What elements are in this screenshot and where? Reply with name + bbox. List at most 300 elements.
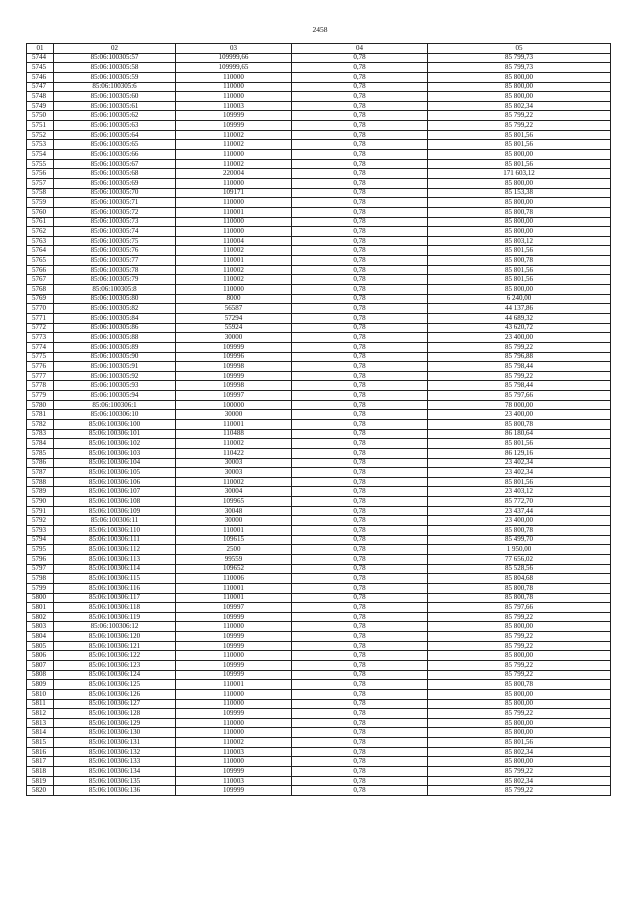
cadastral-number-cell: 85:06:100306:1 bbox=[54, 400, 176, 410]
row-number-cell: 5774 bbox=[27, 342, 54, 352]
row-number-cell: 5804 bbox=[27, 632, 54, 642]
cadastral-number-cell: 85:06:100305:74 bbox=[54, 227, 176, 237]
row-number-cell: 5750 bbox=[27, 111, 54, 121]
row-number-cell: 5801 bbox=[27, 603, 54, 613]
table-header-row bbox=[27, 44, 611, 54]
amount-cell: 85 800,78 bbox=[428, 256, 611, 266]
row-number-cell: 5816 bbox=[27, 747, 54, 757]
amount-cell: 85 801,56 bbox=[428, 265, 611, 275]
amount-cell: 85 799,22 bbox=[428, 670, 611, 680]
cadastral-number-cell: 85:06:100305:59 bbox=[54, 72, 176, 82]
cadastral-number-cell: 85:06:100306:111 bbox=[54, 535, 176, 545]
rate-cell: 0,78 bbox=[292, 371, 428, 381]
cadastral-number-cell: 85:06:100306:120 bbox=[54, 632, 176, 642]
table-row bbox=[27, 352, 611, 362]
amount-cell: 85 799,22 bbox=[428, 612, 611, 622]
rate-cell: 0,78 bbox=[292, 709, 428, 719]
row-number-cell: 5780 bbox=[27, 400, 54, 410]
table-row bbox=[27, 429, 611, 439]
table-row bbox=[27, 92, 611, 102]
amount-cell: 85 153,38 bbox=[428, 188, 611, 198]
rate-cell: 0,78 bbox=[292, 603, 428, 613]
row-number-cell: 5792 bbox=[27, 516, 54, 526]
rate-cell: 0,78 bbox=[292, 574, 428, 584]
row-number-cell: 5773 bbox=[27, 333, 54, 343]
table-row bbox=[27, 121, 611, 131]
row-number-cell: 5796 bbox=[27, 554, 54, 564]
rate-cell: 0,78 bbox=[292, 111, 428, 121]
row-number-cell: 5808 bbox=[27, 670, 54, 680]
value-cell: 110422 bbox=[176, 448, 292, 458]
rate-cell: 0,78 bbox=[292, 661, 428, 671]
row-number-cell: 5787 bbox=[27, 468, 54, 478]
value-cell: 110000 bbox=[176, 150, 292, 160]
table-row bbox=[27, 593, 611, 603]
table-row bbox=[27, 786, 611, 796]
data-table bbox=[26, 43, 611, 796]
rate-cell: 0,78 bbox=[292, 747, 428, 757]
row-number-cell: 5799 bbox=[27, 583, 54, 593]
cadastral-number-cell: 85:06:100305:61 bbox=[54, 101, 176, 111]
amount-cell: 85 802,34 bbox=[428, 101, 611, 111]
value-cell: 110000 bbox=[176, 285, 292, 295]
table-row bbox=[27, 728, 611, 738]
amount-cell: 85 801,56 bbox=[428, 275, 611, 285]
table-row bbox=[27, 747, 611, 757]
rate-cell: 0,78 bbox=[292, 246, 428, 256]
amount-cell: 85 799,73 bbox=[428, 63, 611, 73]
table-row bbox=[27, 101, 611, 111]
value-cell: 110002 bbox=[176, 159, 292, 169]
amount-cell: 77 656,02 bbox=[428, 554, 611, 564]
rate-cell: 0,78 bbox=[292, 275, 428, 285]
value-cell: 30004 bbox=[176, 487, 292, 497]
rate-cell: 0,78 bbox=[292, 439, 428, 449]
row-number-cell: 5768 bbox=[27, 285, 54, 295]
value-cell: 8000 bbox=[176, 294, 292, 304]
row-number-cell: 5753 bbox=[27, 140, 54, 150]
value-cell: 110000 bbox=[176, 82, 292, 92]
amount-cell: 85 800,78 bbox=[428, 680, 611, 690]
value-cell: 56587 bbox=[176, 304, 292, 314]
value-cell: 110002 bbox=[176, 439, 292, 449]
amount-cell: 85 799,22 bbox=[428, 641, 611, 651]
rate-cell: 0,78 bbox=[292, 265, 428, 275]
row-number-cell: 5806 bbox=[27, 651, 54, 661]
value-cell: 109997 bbox=[176, 391, 292, 401]
cadastral-number-cell: 85:06:100306:100 bbox=[54, 419, 176, 429]
row-number-cell: 5813 bbox=[27, 718, 54, 728]
value-cell: 109999 bbox=[176, 641, 292, 651]
cadastral-number-cell: 85:06:100306:108 bbox=[54, 497, 176, 507]
table-row bbox=[27, 506, 611, 516]
value-cell: 30048 bbox=[176, 506, 292, 516]
column-header: 05 bbox=[428, 44, 611, 54]
value-cell: 110003 bbox=[176, 101, 292, 111]
cadastral-number-cell: 85:06:100305:73 bbox=[54, 217, 176, 227]
rate-cell: 0,78 bbox=[292, 121, 428, 131]
row-number-cell: 5777 bbox=[27, 371, 54, 381]
table-row bbox=[27, 526, 611, 536]
rate-cell: 0,78 bbox=[292, 188, 428, 198]
table-row bbox=[27, 72, 611, 82]
cadastral-number-cell: 85:06:100306:126 bbox=[54, 689, 176, 699]
value-cell: 109996 bbox=[176, 352, 292, 362]
table-row bbox=[27, 217, 611, 227]
rate-cell: 0,78 bbox=[292, 593, 428, 603]
rate-cell: 0,78 bbox=[292, 101, 428, 111]
row-number-cell: 5815 bbox=[27, 738, 54, 748]
rate-cell: 0,78 bbox=[292, 564, 428, 574]
rate-cell: 0,78 bbox=[292, 497, 428, 507]
cadastral-number-cell: 85:06:100306:11 bbox=[54, 516, 176, 526]
row-number-cell: 5752 bbox=[27, 130, 54, 140]
rate-cell: 0,78 bbox=[292, 583, 428, 593]
rate-cell: 0,78 bbox=[292, 516, 428, 526]
table-row bbox=[27, 207, 611, 217]
row-number-cell: 5776 bbox=[27, 362, 54, 372]
cadastral-number-cell: 85:06:100305:76 bbox=[54, 246, 176, 256]
row-number-cell: 5788 bbox=[27, 477, 54, 487]
value-cell: 110000 bbox=[176, 757, 292, 767]
cadastral-number-cell: 85:06:100306:135 bbox=[54, 776, 176, 786]
rate-cell: 0,78 bbox=[292, 622, 428, 632]
value-cell: 109999 bbox=[176, 786, 292, 796]
value-cell: 110000 bbox=[176, 227, 292, 237]
row-number-cell: 5751 bbox=[27, 121, 54, 131]
rate-cell: 0,78 bbox=[292, 256, 428, 266]
row-number-cell: 5784 bbox=[27, 439, 54, 449]
rate-cell: 0,78 bbox=[292, 304, 428, 314]
row-number-cell: 5754 bbox=[27, 150, 54, 160]
amount-cell: 85 801,56 bbox=[428, 738, 611, 748]
cadastral-number-cell: 85:06:100305:8 bbox=[54, 285, 176, 295]
table-row bbox=[27, 564, 611, 574]
row-number-cell: 5772 bbox=[27, 323, 54, 333]
amount-cell: 78 000,00 bbox=[428, 400, 611, 410]
value-cell: 110000 bbox=[176, 689, 292, 699]
table-row bbox=[27, 400, 611, 410]
row-number-cell: 5761 bbox=[27, 217, 54, 227]
rate-cell: 0,78 bbox=[292, 140, 428, 150]
rate-cell: 0,78 bbox=[292, 429, 428, 439]
amount-cell: 85 797,66 bbox=[428, 603, 611, 613]
cadastral-number-cell: 85:06:100305:93 bbox=[54, 381, 176, 391]
rate-cell: 0,78 bbox=[292, 477, 428, 487]
column-header: 02 bbox=[54, 44, 176, 54]
value-cell: 109615 bbox=[176, 535, 292, 545]
value-cell: 30003 bbox=[176, 468, 292, 478]
table-row bbox=[27, 150, 611, 160]
amount-cell: 85 800,00 bbox=[428, 198, 611, 208]
cadastral-number-cell: 85:06:100306:136 bbox=[54, 786, 176, 796]
amount-cell: 171 603,12 bbox=[428, 169, 611, 179]
rate-cell: 0,78 bbox=[292, 362, 428, 372]
row-number-cell: 5760 bbox=[27, 207, 54, 217]
row-number-cell: 5767 bbox=[27, 275, 54, 285]
row-number-cell: 5757 bbox=[27, 178, 54, 188]
value-cell: 30003 bbox=[176, 458, 292, 468]
value-cell: 110001 bbox=[176, 207, 292, 217]
value-cell: 110000 bbox=[176, 198, 292, 208]
table-row bbox=[27, 178, 611, 188]
column-header: 04 bbox=[292, 44, 428, 54]
cadastral-number-cell: 85:06:100305:90 bbox=[54, 352, 176, 362]
value-cell: 109999 bbox=[176, 632, 292, 642]
row-number-cell: 5785 bbox=[27, 448, 54, 458]
row-number-cell: 5794 bbox=[27, 535, 54, 545]
amount-cell: 85 801,56 bbox=[428, 246, 611, 256]
amount-cell: 85 528,56 bbox=[428, 564, 611, 574]
row-number-cell: 5789 bbox=[27, 487, 54, 497]
value-cell: 109999,65 bbox=[176, 63, 292, 73]
value-cell: 110001 bbox=[176, 680, 292, 690]
column-header: 03 bbox=[176, 44, 292, 54]
rate-cell: 0,78 bbox=[292, 198, 428, 208]
table-row bbox=[27, 391, 611, 401]
cadastral-number-cell: 85:06:100306:123 bbox=[54, 661, 176, 671]
row-number-cell: 5775 bbox=[27, 352, 54, 362]
cadastral-number-cell: 85:06:100305:84 bbox=[54, 313, 176, 323]
cadastral-number-cell: 85:06:100305:65 bbox=[54, 140, 176, 150]
cadastral-number-cell: 85:06:100305:82 bbox=[54, 304, 176, 314]
cadastral-number-cell: 85:06:100306:127 bbox=[54, 699, 176, 709]
cadastral-number-cell: 85:06:100306:104 bbox=[54, 458, 176, 468]
amount-cell: 85 800,78 bbox=[428, 207, 611, 217]
value-cell: 109999 bbox=[176, 670, 292, 680]
row-number-cell: 5783 bbox=[27, 429, 54, 439]
row-number-cell: 5786 bbox=[27, 458, 54, 468]
table-row bbox=[27, 82, 611, 92]
rate-cell: 0,78 bbox=[292, 410, 428, 420]
page-number: 2458 bbox=[312, 25, 328, 34]
cadastral-number-cell: 85:06:100305:66 bbox=[54, 150, 176, 160]
cadastral-number-cell: 85:06:100306:129 bbox=[54, 718, 176, 728]
value-cell: 30000 bbox=[176, 333, 292, 343]
table-row bbox=[27, 63, 611, 73]
rate-cell: 0,78 bbox=[292, 738, 428, 748]
amount-cell: 85 796,88 bbox=[428, 352, 611, 362]
cadastral-number-cell: 85:06:100306:12 bbox=[54, 622, 176, 632]
amount-cell: 85 797,66 bbox=[428, 391, 611, 401]
value-cell: 109998 bbox=[176, 362, 292, 372]
rate-cell: 0,78 bbox=[292, 487, 428, 497]
table-row bbox=[27, 227, 611, 237]
value-cell: 110000 bbox=[176, 699, 292, 709]
table-row bbox=[27, 419, 611, 429]
rate-cell: 0,78 bbox=[292, 352, 428, 362]
table-row bbox=[27, 53, 611, 63]
amount-cell: 85 799,22 bbox=[428, 786, 611, 796]
cadastral-number-cell: 85:06:100306:110 bbox=[54, 526, 176, 536]
cadastral-number-cell: 85:06:100305:94 bbox=[54, 391, 176, 401]
table-row bbox=[27, 487, 611, 497]
amount-cell: 85 800,00 bbox=[428, 227, 611, 237]
table-row bbox=[27, 554, 611, 564]
rate-cell: 0,78 bbox=[292, 506, 428, 516]
cadastral-number-cell: 85:06:100305:67 bbox=[54, 159, 176, 169]
table-row bbox=[27, 767, 611, 777]
value-cell: 110000 bbox=[176, 72, 292, 82]
value-cell: 110001 bbox=[176, 593, 292, 603]
table-row bbox=[27, 757, 611, 767]
rate-cell: 0,78 bbox=[292, 651, 428, 661]
value-cell: 109171 bbox=[176, 188, 292, 198]
value-cell: 109999 bbox=[176, 661, 292, 671]
amount-cell: 85 800,00 bbox=[428, 82, 611, 92]
amount-cell: 85 800,78 bbox=[428, 593, 611, 603]
value-cell: 110002 bbox=[176, 140, 292, 150]
value-cell: 110002 bbox=[176, 738, 292, 748]
row-number-cell: 5779 bbox=[27, 391, 54, 401]
cadastral-number-cell: 85:06:100306:133 bbox=[54, 757, 176, 767]
table-row bbox=[27, 699, 611, 709]
table-row bbox=[27, 651, 611, 661]
amount-cell: 85 799,22 bbox=[428, 371, 611, 381]
value-cell: 109999 bbox=[176, 709, 292, 719]
rate-cell: 0,78 bbox=[292, 178, 428, 188]
row-number-cell: 5805 bbox=[27, 641, 54, 651]
cadastral-number-cell: 85:06:100306:132 bbox=[54, 747, 176, 757]
amount-cell: 44 689,32 bbox=[428, 313, 611, 323]
row-number-cell: 5812 bbox=[27, 709, 54, 719]
table-row bbox=[27, 612, 611, 622]
value-cell: 99559 bbox=[176, 554, 292, 564]
value-cell: 109999 bbox=[176, 767, 292, 777]
amount-cell: 85 801,56 bbox=[428, 477, 611, 487]
rate-cell: 0,78 bbox=[292, 458, 428, 468]
row-number-cell: 5770 bbox=[27, 304, 54, 314]
row-number-cell: 5748 bbox=[27, 92, 54, 102]
value-cell: 57294 bbox=[176, 313, 292, 323]
table-row bbox=[27, 140, 611, 150]
cadastral-number-cell: 85:06:100306:121 bbox=[54, 641, 176, 651]
rate-cell: 0,78 bbox=[292, 689, 428, 699]
value-cell: 109997 bbox=[176, 603, 292, 613]
table-row bbox=[27, 689, 611, 699]
row-number-cell: 5755 bbox=[27, 159, 54, 169]
table-row bbox=[27, 603, 611, 613]
row-number-cell: 5758 bbox=[27, 188, 54, 198]
cadastral-number-cell: 85:06:100305:63 bbox=[54, 121, 176, 131]
value-cell: 110001 bbox=[176, 419, 292, 429]
rate-cell: 0,78 bbox=[292, 63, 428, 73]
value-cell: 110001 bbox=[176, 256, 292, 266]
table-row bbox=[27, 275, 611, 285]
row-number-cell: 5807 bbox=[27, 661, 54, 671]
value-cell: 30000 bbox=[176, 410, 292, 420]
cadastral-number-cell: 85:06:100305:92 bbox=[54, 371, 176, 381]
table-row bbox=[27, 516, 611, 526]
table-row bbox=[27, 159, 611, 169]
cadastral-number-cell: 85:06:100305:86 bbox=[54, 323, 176, 333]
row-number-cell: 5756 bbox=[27, 169, 54, 179]
cadastral-number-cell: 85:06:100306:113 bbox=[54, 554, 176, 564]
cadastral-number-cell: 85:06:100305:62 bbox=[54, 111, 176, 121]
value-cell: 110001 bbox=[176, 526, 292, 536]
table-row bbox=[27, 371, 611, 381]
amount-cell: 85 800,00 bbox=[428, 651, 611, 661]
cadastral-number-cell: 85:06:100306:112 bbox=[54, 545, 176, 555]
value-cell: 220004 bbox=[176, 169, 292, 179]
cadastral-number-cell: 85:06:100305:71 bbox=[54, 198, 176, 208]
rate-cell: 0,78 bbox=[292, 786, 428, 796]
rate-cell: 0,78 bbox=[292, 757, 428, 767]
amount-cell: 86 129,16 bbox=[428, 448, 611, 458]
value-cell: 110003 bbox=[176, 747, 292, 757]
value-cell: 110002 bbox=[176, 275, 292, 285]
rate-cell: 0,78 bbox=[292, 718, 428, 728]
row-number-cell: 5744 bbox=[27, 53, 54, 63]
row-number-cell: 5746 bbox=[27, 72, 54, 82]
rate-cell: 0,78 bbox=[292, 728, 428, 738]
row-number-cell: 5791 bbox=[27, 506, 54, 516]
rate-cell: 0,78 bbox=[292, 632, 428, 642]
cadastral-number-cell: 85:06:100306:10 bbox=[54, 410, 176, 420]
table-row bbox=[27, 333, 611, 343]
table-row bbox=[27, 448, 611, 458]
row-number-cell: 5795 bbox=[27, 545, 54, 555]
amount-cell: 23 400,00 bbox=[428, 333, 611, 343]
cadastral-number-cell: 85:06:100305:68 bbox=[54, 169, 176, 179]
value-cell: 110488 bbox=[176, 429, 292, 439]
rate-cell: 0,78 bbox=[292, 82, 428, 92]
value-cell: 110002 bbox=[176, 265, 292, 275]
amount-cell: 85 799,22 bbox=[428, 661, 611, 671]
rate-cell: 0,78 bbox=[292, 323, 428, 333]
row-number-cell: 5762 bbox=[27, 227, 54, 237]
cadastral-number-cell: 85:06:100305:75 bbox=[54, 236, 176, 246]
row-number-cell: 5814 bbox=[27, 728, 54, 738]
row-number-cell: 5763 bbox=[27, 236, 54, 246]
table-row bbox=[27, 285, 611, 295]
row-number-cell: 5820 bbox=[27, 786, 54, 796]
rate-cell: 0,78 bbox=[292, 612, 428, 622]
rate-cell: 0,78 bbox=[292, 92, 428, 102]
rate-cell: 0,78 bbox=[292, 333, 428, 343]
amount-cell: 23 400,00 bbox=[428, 516, 611, 526]
value-cell: 109999 bbox=[176, 371, 292, 381]
cadastral-number-cell: 85:06:100305:79 bbox=[54, 275, 176, 285]
cadastral-number-cell: 85:06:100305:57 bbox=[54, 53, 176, 63]
cadastral-number-cell: 85:06:100305:77 bbox=[54, 256, 176, 266]
cadastral-number-cell: 85:06:100305:91 bbox=[54, 362, 176, 372]
value-cell: 109999,66 bbox=[176, 53, 292, 63]
rate-cell: 0,78 bbox=[292, 159, 428, 169]
amount-cell: 85 799,22 bbox=[428, 709, 611, 719]
rate-cell: 0,78 bbox=[292, 526, 428, 536]
value-cell: 30000 bbox=[176, 516, 292, 526]
row-number-cell: 5819 bbox=[27, 776, 54, 786]
table-row bbox=[27, 477, 611, 487]
cadastral-number-cell: 85:06:100306:130 bbox=[54, 728, 176, 738]
cadastral-number-cell: 85:06:100306:125 bbox=[54, 680, 176, 690]
amount-cell: 85 799,22 bbox=[428, 111, 611, 121]
table-row bbox=[27, 381, 611, 391]
amount-cell: 85 799,73 bbox=[428, 53, 611, 63]
cadastral-number-cell: 85:06:100306:124 bbox=[54, 670, 176, 680]
rate-cell: 0,78 bbox=[292, 699, 428, 709]
amount-cell: 1 950,00 bbox=[428, 545, 611, 555]
rate-cell: 0,78 bbox=[292, 381, 428, 391]
value-cell: 110006 bbox=[176, 574, 292, 584]
row-number-cell: 5809 bbox=[27, 680, 54, 690]
amount-cell: 43 620,72 bbox=[428, 323, 611, 333]
value-cell: 110000 bbox=[176, 728, 292, 738]
value-cell: 109999 bbox=[176, 121, 292, 131]
row-number-cell: 5778 bbox=[27, 381, 54, 391]
table-row bbox=[27, 661, 611, 671]
